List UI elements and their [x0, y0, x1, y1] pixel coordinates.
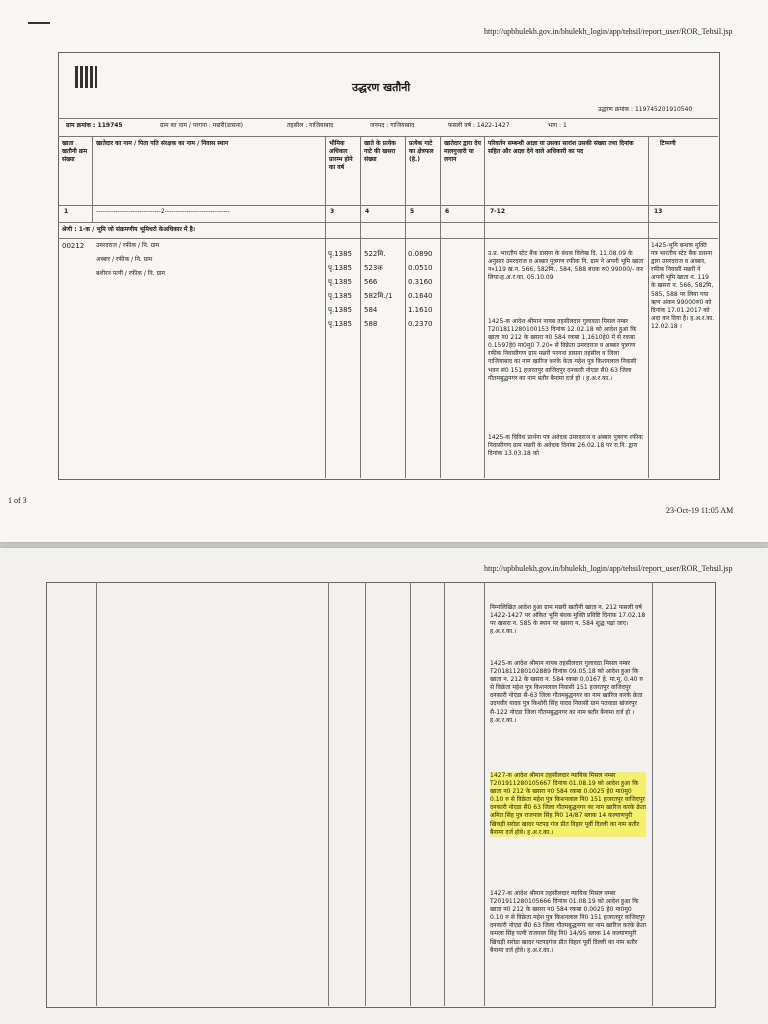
divider	[58, 238, 718, 239]
qr-code-icon	[75, 66, 97, 88]
khasra-5: 584	[364, 306, 378, 314]
area-6: 0.2370	[408, 320, 433, 328]
order-2: 1425-क आदेश श्रीमान नायब तहसीलदार गुलावठा मिसल नम्बर T201811280100153 दिनांक 12.02.18 को आदेश हुआ कि खाता न0 212 के खसरा न0 584 रकबा 1.1610हे0 में से रकबा 0.1597हे0 मा0मु0 7.20० से विक्रेता उमरदराज व अब्बार पुत्रगण रफीक निवासीगण ग्राम मछरी परगना डासना तहसील व जिला गाजियाबाद का नाम खारिज करके केता महेश पुत्र किशनलाल निवासी भवन सं0 151 हजरतपुर वाजिदपुर दनकारी नोएडा सै0 63 जिला गौतमबुद्धनगर का नाम बतौर बैनामा दर्ज हो । ह.अ.र.का.।	[488, 318, 637, 382]
colnum-7: 7-12	[490, 208, 506, 215]
colnum-8: 13	[654, 208, 663, 215]
year-3: पृ.1385	[328, 278, 353, 286]
owner-2: अब्बार / रफीक / नि. ग्राम	[96, 256, 153, 263]
col-line	[360, 136, 361, 478]
col-line	[648, 136, 649, 478]
khasra-3: 566	[364, 278, 378, 286]
order-6: 1427-क आदेश श्रीमान तहसीलदार न्यायिक मिसल नम्बर T201911280105666 दिनांक 01.08.19 को आदेश हुआ कि खाता न0 212 के खसरा न0 584 रकबा 0.0025 हे0 मा0मु0 0.10 रु से विक्रेता महेश पुत्र किशनलाल नि0 151 हजरतपुर वाजिदपुर दनकारी नोएडा सै0 63 जिला गौतमबुद्धनगर का नाम खारिज करके क्रेता कमला सिंह पत्नी राजपाल सिंह नि0 14/95 ब्लाक 14 कल्याणपुरी खिचड़ी सरोडा खादर पटपड़गंज प्रीत विहार पूर्वी दिल्ली का नाम बतौर बैनामा दर्ज होवे। ह.अ.र.का.।	[490, 890, 646, 954]
year-2: पृ.1385	[328, 264, 353, 272]
order-4: 1425-क आदेश श्रीमान नायब तहसीलदार गुलावठा मिसल नम्बर T201811280102889 दिनांक 09.05.18 को आदेश हुआ कि खाता न. 212 के खसरा न. 584 रकबा 0.0167 हे. मा.मू. 0.40 रु से विक्रेता महेश पुत्र किशनलाल निवासी 151 हजरतपुर वाजिदपुर दनकारी नोएडा सै-63 जिला गौतमबुद्धनगर का नाम खारिज करके क्रेता उदयवीर यादव पुत्र किशोरी सिंह यादव निवासी ग्राम पतवाडा खंजरपुर सै-122 नोएडा जिला गौतमबुद्धनगर का नाम बतौर बैनामा दर्ज हो । ह.अ.र.का.।	[490, 660, 643, 724]
divider	[58, 205, 718, 206]
gram-name: ग्राम का नाम / परगना : मछरी(डासना)	[160, 122, 243, 129]
owner-3: बशीरन पत्नी / रफीक / नि. ग्राम	[96, 270, 166, 277]
year-6: पृ.1385	[328, 320, 353, 328]
colnum-6: 6	[445, 208, 450, 215]
khasra-2: 523क	[364, 264, 383, 272]
fasli-year: फसली वर्ष : 1422-1427	[448, 122, 510, 129]
page-url: http://upbhulekh.gov.in/bhulekh_login/app/tehsil/report_user/ROR_Tehsil.jsp	[484, 564, 733, 573]
year-5: पृ.1385	[328, 306, 353, 314]
page-url: http://upbhulekh.gov.in/bhulekh_login/app/tehsil/report_user/ROR_Tehsil.jsp	[484, 27, 733, 36]
area-2: 0.0510	[408, 264, 433, 272]
page-mark	[28, 22, 50, 24]
year-1: पृ.1385	[328, 250, 353, 258]
header-lagan: खातेदार द्वारा देय मालगुजारी या लगान	[444, 140, 481, 164]
order-5-highlighted: 1427-क आदेश श्रीमान तहसीलदार न्यायिक मिसल नम्बर T201911280105667 दिनांक 01.08.19 को आदेश हुआ कि खाता न0 212 के खसरा न0 584 रकबा 0.0025 हे0 मा0मु0 0.10 रु से विक्रेता महेश पुत्र किशनलाल नि0 151 हजरतपुर वाजिदपुर दनकारी नोएडा सै0 63 जिला गौतमबुद्धनगर का नाम खारिज करके क्रेता अमित सिंह पुत्र राजपाल सिंह नि0 14/87 ब्लाक 14 कल्याणपुरी खिचड़ी सरोडा खादर पटपड़ गंज प्रीत विहार पूर्वी दिल्ली का नाम बतौर बैनामा दर्ज होवे। ह.अ.र.का.।	[490, 772, 646, 836]
col-line	[328, 582, 329, 1006]
col-line	[405, 136, 406, 478]
colnum-2: ------------------------------2------------------------------	[96, 208, 230, 215]
header-khata: खाता खतौनी क्रम संख्या	[62, 140, 88, 164]
bhag: भाग : 1	[548, 122, 567, 129]
col-line	[410, 582, 411, 1006]
print-datetime: 23-Oct-19 11:05 AM	[666, 506, 734, 515]
area-3: 0.3160	[408, 278, 433, 286]
order-continued: निम्नलिखित आदेश हुआ ग्राम मछरी खतौनी खाता न. 212 फसली वर्ष 1422-1427 पर अंकित भूमि बंधक मुक्ति प्रविष्टि दिनांक 17.02.18 पर खसरा न. 585 के स्थान पर खसरा न. 584 शुद्ध पढ़ा जाए। ह.अ.र.का.।	[490, 604, 646, 636]
col-line	[365, 582, 366, 1006]
header-khatedar: खातेदार का नाम / पिता पति संरक्षक का नाम / निवास स्थान	[96, 140, 229, 147]
janpad: जनपद : गाजियाबाद	[370, 122, 415, 129]
header-orders: परिवर्तन सम्बन्धी आज्ञा या उसका सारांश उसकी संख्या तथा दिनांक सहित और आज्ञा देने वाले अधिकारी का पद	[488, 140, 634, 156]
colnum-4: 4	[365, 208, 370, 215]
khata-number: 00212	[62, 242, 85, 250]
divider	[58, 222, 718, 223]
header-year: भौमिक अधिकार प्रारम्भ होने का वर्ष	[329, 140, 353, 172]
col-line	[444, 582, 445, 1006]
area-1: 0.0890	[408, 250, 433, 258]
col-line	[92, 136, 93, 222]
order-1: उ.प्र. भारतीय स्टेट बैंक डासना के बंधक विलेख दि. 11.08.09 के अनुसार उमरदराज व अब्बार पुत्रगण रफीक नि. ग्राम ने अपनी भूमि खाता न०119 ख.न. 566, 582मि., 584, 588 बंधक रु0 99000/- कर लिया।ह.अ.र.का. 05.10.09	[488, 250, 644, 282]
area-4: 0.1640	[408, 292, 433, 300]
gram-number: ग्राम क्रमांक : 119745	[66, 122, 123, 129]
shreni: श्रेणी : 1-क / भूमि जो संक्रमणीय भूमिधरो केअधिकार में है।	[62, 226, 196, 233]
uddharan-number: उद्धरण क्रमांक : 119745201910540	[598, 106, 693, 113]
header-khasra: खाते के प्रत्येक गाटे की खसरा संख्या	[364, 140, 396, 164]
colnum-1: 1	[64, 208, 69, 215]
year-4: पृ.1385	[328, 292, 353, 300]
divider	[58, 136, 718, 137]
col-line	[484, 136, 485, 478]
col-line	[652, 582, 653, 1006]
col-line	[325, 136, 326, 478]
page-title: उद्धरण खतौनी	[352, 81, 411, 94]
order-3: 1425-क विविध प्रार्थना पत्र अवेदक उमरदराज व अब्बार पुत्रगण रफीक निवासीगण ग्राम मछरी के अवेदक दिनांक 26.02.18 पर रा.नि. द्वारा दिनांक 13.03.18 को	[488, 434, 643, 458]
tippani-note: 1425-भूमि बन्धक मुक्ति पत्र भारतीय स्टेट बैंक डासना द्वारा उमरदराज व अब्बार, रफीक निवासी मछरी ने अपनी भूमि खाता न. 119 के खसरा न. 566, 582मि, 585, 588 पर लिया गया ऋण अंकन 99000रु0 को दिनांक 17.01.2017 को अदा कर दिया है। ह.अ.र.का. 12.02.18 ।	[651, 242, 715, 330]
divider	[58, 118, 718, 119]
area-5: 1.1610	[408, 306, 433, 314]
header-area: प्रत्येक गाटे का क्षेत्रफल (हे.)	[409, 140, 434, 164]
col-line	[96, 582, 97, 1006]
colnum-5: 5	[410, 208, 415, 215]
owner-1: उमरदराज / रफीक / नि. ग्राम	[96, 242, 160, 249]
khasra-1: 522मि.	[364, 250, 386, 258]
col-line	[484, 582, 485, 1006]
khasra-6: 588	[364, 320, 378, 328]
col-line	[440, 136, 441, 478]
page-number: 1 of 3	[8, 496, 27, 505]
document-page-2	[0, 548, 768, 1024]
colnum-3: 3	[330, 208, 335, 215]
tehsil: तहसील : गाजियाबाद	[287, 122, 334, 129]
header-tippani: टिप्पणी	[660, 140, 676, 147]
khasra-4: 582मि./1	[364, 292, 393, 300]
